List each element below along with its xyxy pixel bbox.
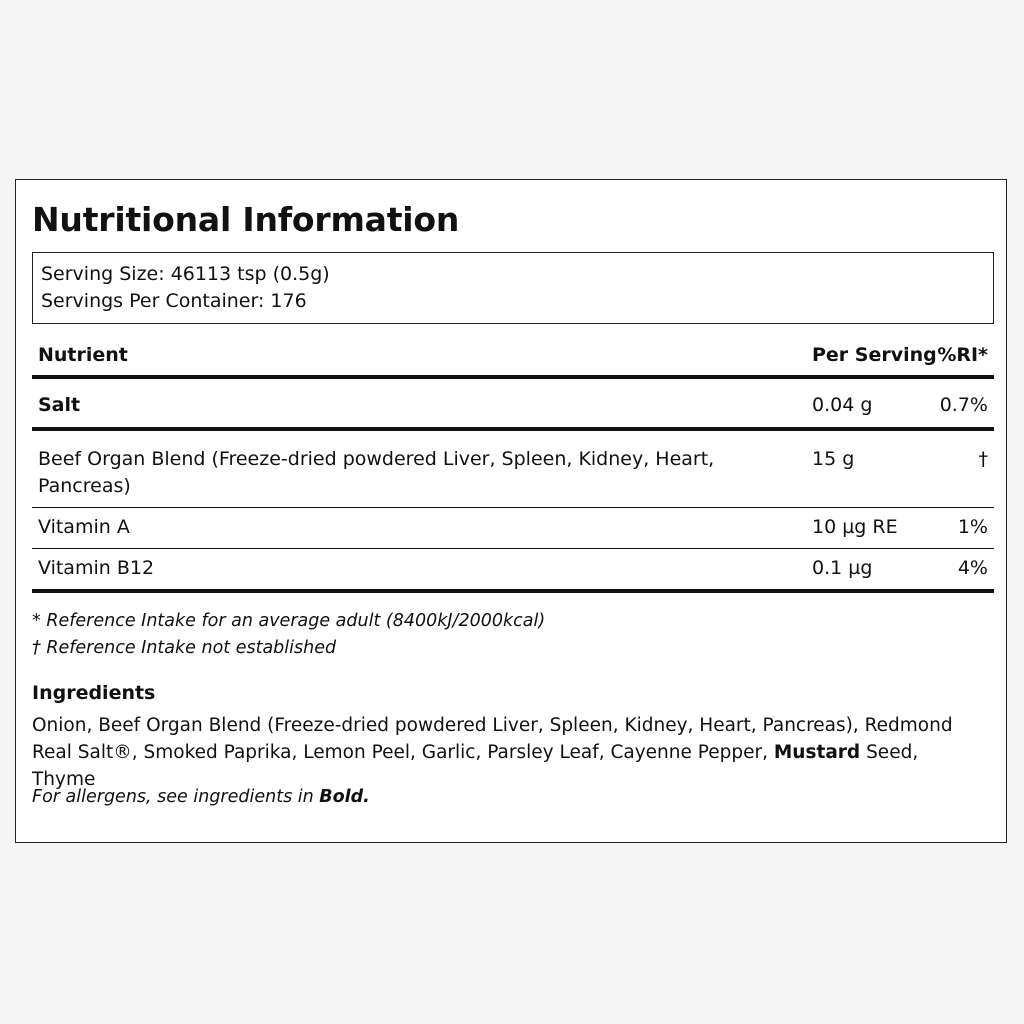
panel-title: Nutritional Information [32, 200, 460, 239]
servings-per-container: Servings Per Container: 176 [41, 290, 307, 312]
serving-size: Serving Size: 46113 tsp (0.5g) [41, 263, 330, 285]
nutrient-name: Beef Organ Blend (Freeze-dried powdered Liver, Spleen, Kidney, Heart, Pancreas) [38, 448, 715, 497]
table-row [32, 549, 994, 593]
allergen-note-bold: Bold. [319, 787, 370, 807]
ri-footnote: * Reference Intake for an average adult (8400kJ/2000kcal) [32, 611, 546, 631]
nutrient-ri: 1% [957, 516, 988, 538]
dagger-footnote: † Reference Intake not established [32, 638, 337, 658]
nutrition-panel [15, 179, 1007, 843]
nutrient-ri: † [978, 448, 988, 470]
nutrient-amount: 0.1 µg [812, 557, 873, 579]
nutrient-table [32, 342, 994, 593]
header-nutrient: Nutrient [38, 344, 128, 366]
footnotes [32, 608, 994, 662]
nutrient-ri: 4% [957, 557, 988, 579]
table-row [32, 431, 994, 508]
nutrient-name: Vitamin A [38, 516, 130, 538]
nutrient-name: Vitamin B12 [38, 557, 155, 579]
nutrient-amount: 0.04 g [812, 394, 873, 416]
allergen-note-text: For allergens, see ingredients in [32, 787, 320, 807]
serving-info-box [32, 252, 994, 324]
table-header-row [32, 342, 994, 379]
table-row [32, 379, 994, 431]
header-per-serving: Per Serving [812, 344, 937, 366]
allergen-ingredient: Mustard [773, 742, 861, 763]
allergen-note [32, 784, 370, 811]
nutrient-amount: 15 g [812, 448, 855, 470]
nutrient-amount: 10 µg RE [812, 516, 898, 538]
ingredients-heading: Ingredients [32, 682, 156, 704]
nutrient-ri: 0.7% [939, 394, 988, 416]
table-row [32, 508, 994, 549]
nutrient-name: Salt [38, 394, 81, 416]
ingredients-list [32, 712, 982, 793]
ingredients-text-before: Onion, Beef Organ Blend (Freeze-dried powdered Liver, Spleen, Kidney, Heart, Pancreas), Redmond Real Salt®, Smoked Paprika, Lemon Peel, Garlic, Parsley Leaf, Cayenne Pepper, [32, 715, 953, 763]
header-ri: %RI* [937, 344, 988, 366]
ingredients-text-after: Seed, Thyme [32, 742, 919, 790]
